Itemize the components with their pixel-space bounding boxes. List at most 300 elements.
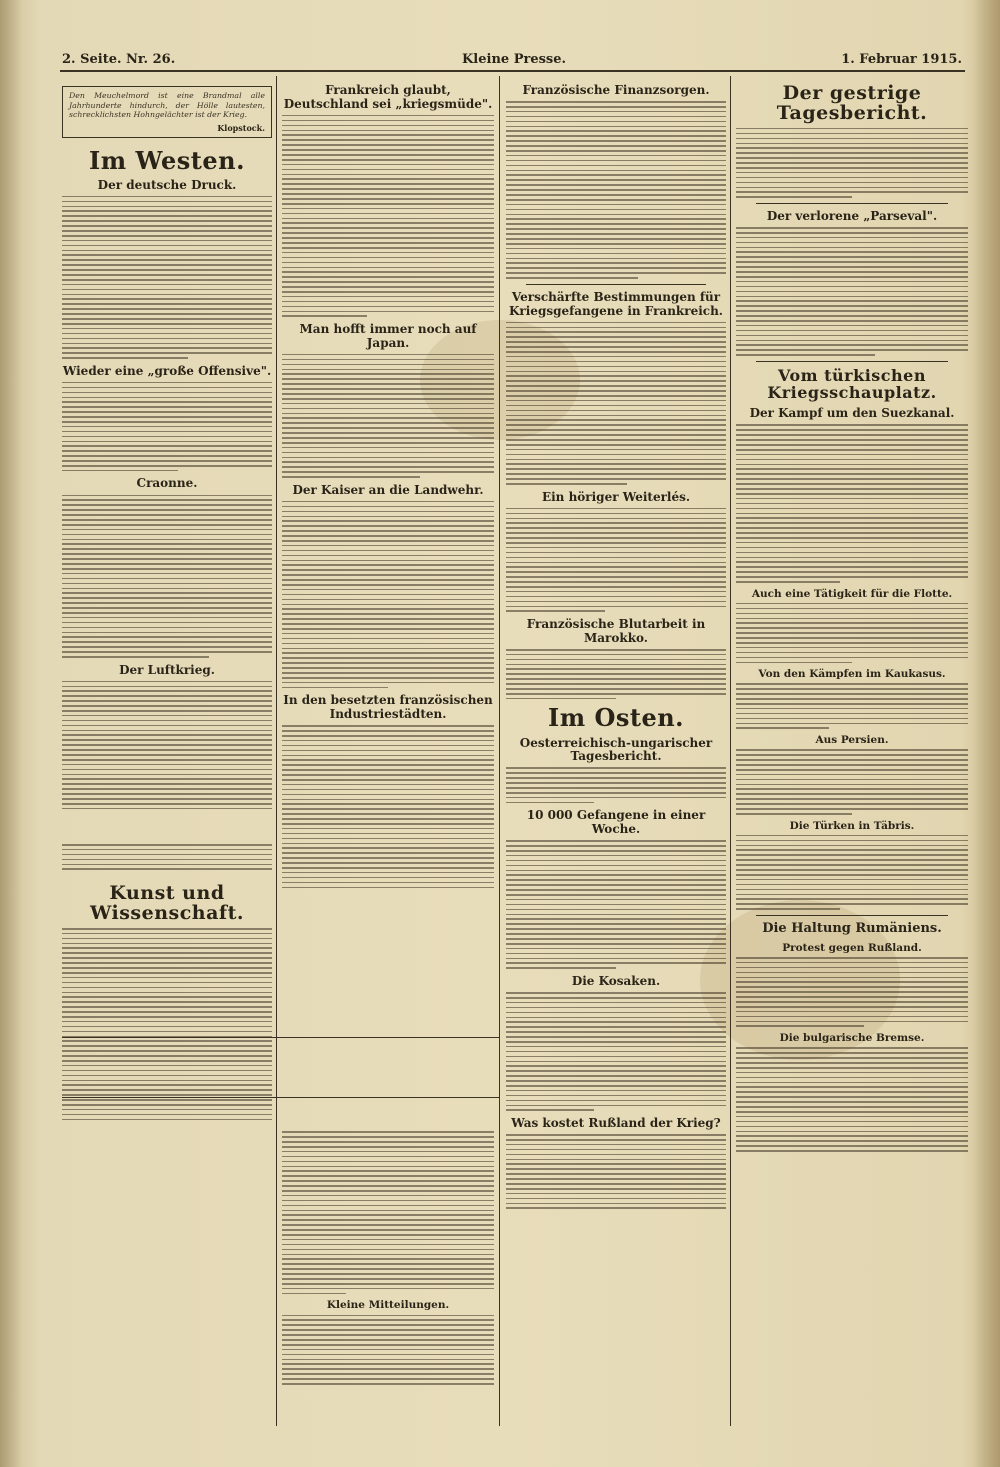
text-line <box>506 909 726 911</box>
text-line <box>506 1065 726 1067</box>
text-line <box>282 1258 494 1260</box>
text-line <box>62 774 272 776</box>
text-line <box>282 262 494 264</box>
text-line <box>282 520 494 522</box>
text-line <box>282 471 494 473</box>
text-line <box>506 194 726 196</box>
text-line <box>62 864 272 866</box>
text-line <box>506 571 726 573</box>
text-line <box>736 1140 968 1142</box>
text-line <box>736 335 968 337</box>
article-heading: Craonne. <box>136 476 198 491</box>
article-body <box>506 322 726 485</box>
text-line <box>62 715 272 717</box>
text-line <box>282 1368 494 1370</box>
text-line <box>282 1205 494 1207</box>
text-line <box>506 508 726 510</box>
text-line <box>736 835 968 837</box>
article-body <box>736 957 968 1027</box>
text-line <box>282 828 494 830</box>
article-body <box>282 725 494 888</box>
text-line <box>506 336 726 338</box>
article-body <box>506 508 726 612</box>
text-line <box>282 784 494 786</box>
text-line <box>282 188 494 190</box>
text-line <box>506 228 726 230</box>
text-line <box>736 788 968 790</box>
text-line <box>282 1373 494 1375</box>
text-line <box>506 610 605 612</box>
text-line <box>282 1234 494 1236</box>
text-line <box>62 764 272 766</box>
text-line <box>506 772 726 774</box>
text-line <box>282 672 494 674</box>
article-body <box>736 227 968 356</box>
article-body <box>506 840 726 969</box>
quote-signature: Klopstock. <box>217 122 265 133</box>
text-line <box>736 1052 968 1054</box>
text-line <box>736 622 968 624</box>
text-line <box>506 967 616 969</box>
text-line <box>62 313 272 315</box>
text-line <box>506 1061 726 1063</box>
text-line <box>506 845 726 847</box>
text-line <box>506 204 726 206</box>
text-line <box>62 996 272 998</box>
text-line <box>282 506 494 508</box>
text-line <box>62 225 272 227</box>
text-line <box>282 1146 494 1148</box>
text-line <box>736 698 968 700</box>
text-line <box>282 1185 494 1187</box>
text-line <box>736 571 968 573</box>
text-line <box>282 208 494 210</box>
text-line <box>736 627 968 629</box>
text-line <box>506 879 726 881</box>
text-line <box>506 1095 726 1097</box>
text-line <box>736 256 968 258</box>
text-line <box>62 1070 272 1072</box>
text-line <box>736 247 968 249</box>
text-line <box>282 623 494 625</box>
article-heading: Die Türken in Täbris. <box>789 819 915 832</box>
text-line <box>282 560 494 562</box>
text-line <box>282 540 494 542</box>
text-line <box>736 1062 968 1064</box>
text-line <box>506 238 726 240</box>
text-line <box>62 1055 272 1057</box>
text-line <box>282 584 494 586</box>
text-line <box>282 213 494 215</box>
text-line <box>282 838 494 840</box>
article-heading: Man hofft immer noch auf Japan. <box>299 322 477 350</box>
text-line <box>736 281 968 283</box>
text-line <box>736 793 968 795</box>
article-body <box>282 1315 494 1385</box>
section-title-west: Im Westen. <box>89 145 245 175</box>
text-line <box>736 191 968 193</box>
text-line <box>736 779 968 781</box>
text-line <box>506 145 726 147</box>
text-line <box>506 140 726 142</box>
text-line <box>282 315 367 317</box>
article-body <box>62 844 272 870</box>
article-body <box>282 501 494 688</box>
article-heading: Verschärfte Bestimmungen für Kriegsgefangene in Frankreich. <box>509 289 723 318</box>
text-line <box>506 444 726 446</box>
text-line <box>506 174 726 176</box>
text-line <box>282 735 494 737</box>
text-line <box>506 1198 726 1200</box>
text-line <box>62 279 272 281</box>
text-line <box>506 870 726 872</box>
text-line <box>736 286 968 288</box>
text-line <box>62 859 272 861</box>
text-line <box>506 478 726 480</box>
text-line <box>282 242 494 244</box>
text-line <box>736 879 968 881</box>
text-line <box>506 787 726 789</box>
text-line <box>736 340 968 342</box>
text-line <box>282 1219 494 1221</box>
text-line <box>736 652 968 654</box>
text-line <box>506 434 726 436</box>
text-line <box>506 262 726 264</box>
text-line <box>506 537 726 539</box>
text-line <box>506 135 726 137</box>
page-shadow-left <box>0 0 22 1467</box>
text-line <box>282 1254 494 1256</box>
article-heading: Protest gegen Rußland. <box>782 941 922 954</box>
text-line <box>736 727 829 729</box>
text-line <box>506 576 726 578</box>
text-line <box>62 308 272 310</box>
text-line <box>62 397 272 399</box>
text-line <box>282 638 494 640</box>
text-line <box>282 774 494 776</box>
text-line <box>282 1383 494 1385</box>
text-line <box>282 364 494 366</box>
text-line <box>62 632 272 634</box>
text-line <box>282 461 494 463</box>
text-line <box>506 468 726 470</box>
text-line <box>282 169 494 171</box>
text-line <box>506 258 726 260</box>
text-line <box>736 305 968 307</box>
text-line <box>282 667 494 669</box>
text-line <box>736 196 852 198</box>
text-line <box>282 164 494 166</box>
text-line <box>506 855 726 857</box>
text-line <box>282 125 494 127</box>
text-line <box>506 1109 594 1111</box>
article-body <box>282 354 494 478</box>
text-line <box>736 986 968 988</box>
text-line <box>506 1021 726 1023</box>
text-line <box>282 574 494 576</box>
text-line <box>736 561 968 563</box>
text-line <box>506 459 726 461</box>
text-line <box>62 607 272 609</box>
text-line <box>282 764 494 766</box>
text-line <box>282 1334 494 1336</box>
text-line <box>506 155 726 157</box>
text-line <box>62 1109 272 1111</box>
text-line <box>282 818 494 820</box>
article-heading: Der Kaiser an die Landwehr. <box>292 482 484 497</box>
text-line <box>62 436 272 438</box>
text-line <box>62 220 272 222</box>
text-line <box>62 558 272 560</box>
text-line <box>282 794 494 796</box>
text-line <box>736 759 968 761</box>
text-line <box>282 1324 494 1326</box>
text-line <box>736 147 968 149</box>
text-line <box>62 259 272 261</box>
text-line <box>736 488 968 490</box>
text-line <box>736 261 968 263</box>
text-line <box>282 373 494 375</box>
text-line <box>736 749 968 751</box>
header-page-number: 2. Seite. Nr. 26. <box>62 52 176 67</box>
text-line <box>62 568 272 570</box>
text-line <box>506 1173 726 1175</box>
text-line <box>62 739 272 741</box>
text-line <box>282 516 494 518</box>
text-line <box>282 296 494 298</box>
text-line <box>506 1051 726 1053</box>
text-line <box>736 840 968 842</box>
text-line <box>282 301 494 303</box>
text-line <box>282 115 494 117</box>
text-line <box>506 1105 726 1107</box>
text-line <box>506 527 726 529</box>
text-line <box>506 532 726 534</box>
text-line <box>62 235 272 237</box>
text-line <box>282 1244 494 1246</box>
text-line <box>62 509 272 511</box>
text-line <box>506 390 726 392</box>
text-line <box>282 378 494 380</box>
text-line <box>62 303 272 305</box>
article-body <box>736 835 968 910</box>
text-line <box>506 1134 726 1136</box>
text-line <box>506 649 726 651</box>
text-line <box>506 904 726 906</box>
text-line <box>736 498 968 500</box>
text-line <box>282 872 494 874</box>
text-line <box>506 199 726 201</box>
text-line <box>506 943 726 945</box>
text-line <box>506 1036 726 1038</box>
text-line <box>62 928 272 930</box>
text-line <box>736 1016 968 1018</box>
text-line <box>282 813 494 815</box>
text-line <box>282 843 494 845</box>
text-line <box>506 277 638 279</box>
text-line <box>62 215 272 217</box>
article-heading: Französische Finanzsorgen. <box>522 83 710 97</box>
text-line <box>736 908 840 910</box>
text-line <box>282 1131 494 1133</box>
text-line <box>282 1319 494 1321</box>
text-line <box>736 688 968 690</box>
text-line <box>282 193 494 195</box>
text-line <box>62 441 272 443</box>
text-line <box>506 366 726 368</box>
text-line <box>506 449 726 451</box>
text-line <box>506 884 726 886</box>
article-body <box>736 128 968 198</box>
text-line <box>736 662 852 664</box>
text-line <box>506 542 726 544</box>
text-line <box>506 1168 726 1170</box>
text-line <box>736 296 968 298</box>
text-line <box>736 468 968 470</box>
text-line <box>282 1166 494 1168</box>
text-line <box>506 654 726 656</box>
text-line <box>736 1082 968 1084</box>
text-line <box>282 750 494 752</box>
text-line <box>506 962 726 964</box>
text-line <box>736 1057 968 1059</box>
text-line <box>282 388 494 390</box>
text-line <box>506 1159 726 1161</box>
article-body <box>282 115 494 317</box>
text-line <box>736 845 968 847</box>
text-line <box>506 223 726 225</box>
text-line <box>62 720 272 722</box>
text-line <box>282 808 494 810</box>
text-line <box>282 545 494 547</box>
text-line <box>282 1190 494 1192</box>
text-line <box>62 1060 272 1062</box>
header-date: 1. Februar 1915. <box>841 52 962 67</box>
text-line <box>506 1056 726 1058</box>
text-line <box>282 1170 494 1172</box>
text-line <box>506 850 726 852</box>
text-line <box>282 1249 494 1251</box>
text-line <box>282 1354 494 1356</box>
article-body <box>506 767 726 803</box>
text-line <box>62 210 272 212</box>
text-line <box>62 617 272 619</box>
text-line <box>62 933 272 935</box>
text-line <box>506 341 726 343</box>
text-line <box>506 1007 726 1009</box>
text-line <box>62 411 272 413</box>
text-line <box>62 539 272 541</box>
text-line <box>62 431 272 433</box>
text-line <box>62 602 272 604</box>
text-line <box>506 1031 726 1033</box>
text-line <box>282 730 494 732</box>
text-line <box>62 844 272 846</box>
text-line <box>282 178 494 180</box>
text-line <box>506 116 726 118</box>
text-line <box>506 894 726 896</box>
text-line <box>506 346 726 348</box>
column-2 <box>282 78 494 1128</box>
text-line <box>506 361 726 363</box>
text-line <box>62 421 272 423</box>
text-line <box>282 643 494 645</box>
text-line <box>282 1339 494 1341</box>
text-line <box>282 1141 494 1143</box>
text-line <box>506 272 726 274</box>
text-line <box>736 542 968 544</box>
article-heading: Der verlorene „Parseval". <box>766 208 938 223</box>
text-line <box>282 1151 494 1153</box>
text-line <box>62 1045 272 1047</box>
text-line <box>62 1075 272 1077</box>
text-line <box>506 1085 726 1087</box>
text-line <box>506 668 726 670</box>
text-line <box>506 1012 726 1014</box>
article-heading: Die Haltung Rumäniens. <box>762 920 942 936</box>
text-line <box>736 884 968 886</box>
text-line <box>282 618 494 620</box>
text-line <box>506 792 726 794</box>
text-line <box>736 138 968 140</box>
text-line <box>736 1145 968 1147</box>
text-line <box>736 618 968 620</box>
text-line <box>506 1080 726 1082</box>
text-line <box>506 375 726 377</box>
text-line <box>506 547 726 549</box>
text-line <box>62 206 272 208</box>
text-line <box>736 637 968 639</box>
text-line <box>62 460 272 462</box>
text-line <box>282 1136 494 1138</box>
text-line <box>282 633 494 635</box>
text-line <box>62 962 272 964</box>
article-body <box>62 928 272 1120</box>
text-line <box>282 154 494 156</box>
text-line <box>506 581 726 583</box>
text-line <box>62 1011 272 1013</box>
text-line <box>282 203 494 205</box>
text-line <box>506 683 726 685</box>
text-line <box>506 385 726 387</box>
text-line <box>736 903 968 905</box>
text-line <box>62 700 272 702</box>
text-line <box>506 1163 726 1165</box>
text-line <box>282 222 494 224</box>
text-line <box>282 198 494 200</box>
text-line <box>62 987 272 989</box>
text-line <box>282 306 494 308</box>
text-line <box>736 242 968 244</box>
text-line <box>62 284 272 286</box>
text-line <box>62 627 272 629</box>
text-line <box>506 693 726 695</box>
text-line <box>282 442 494 444</box>
text-line <box>736 854 968 856</box>
text-line <box>282 530 494 532</box>
text-line <box>736 1131 968 1133</box>
text-line <box>282 608 494 610</box>
column-4 <box>736 78 968 1428</box>
text-line <box>736 1135 968 1137</box>
text-line <box>282 569 494 571</box>
text-line <box>736 266 968 268</box>
text-line <box>736 576 968 578</box>
text-line <box>506 1207 726 1209</box>
article-body <box>736 424 968 582</box>
text-line <box>282 183 494 185</box>
text-line <box>282 1293 346 1295</box>
